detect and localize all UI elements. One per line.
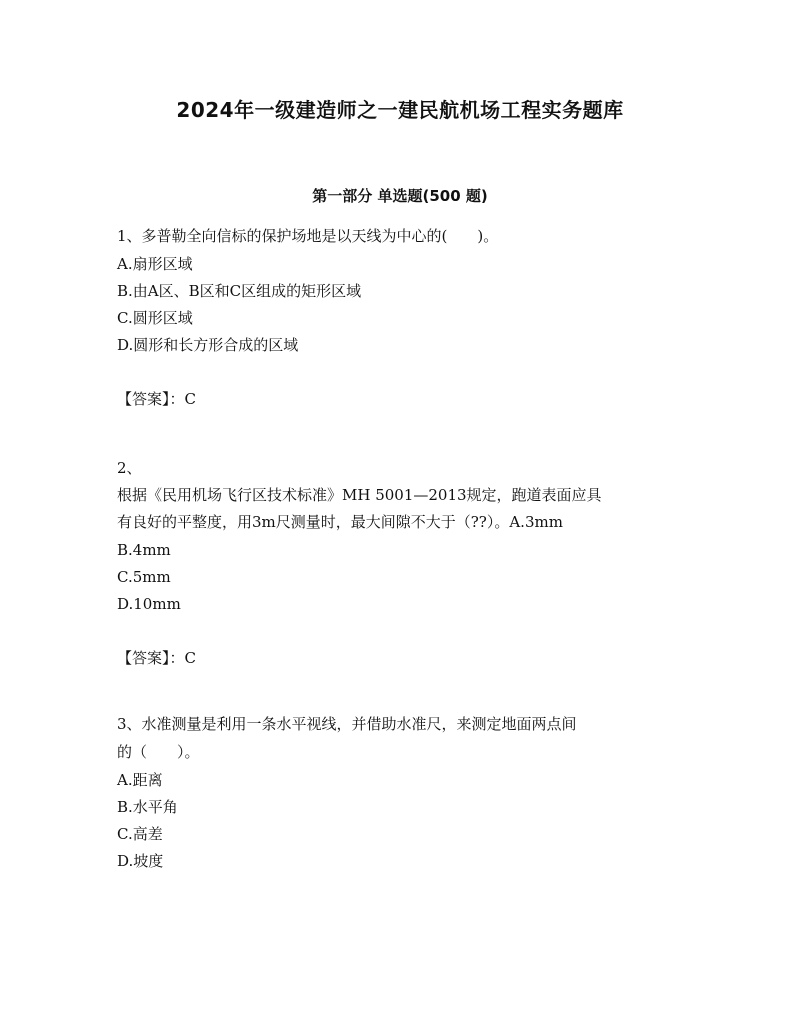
option-d: D.圆形和长方形合成的区域: [117, 336, 299, 354]
question-stem: 根据《民用机场飞行区技术标准》MH 5001—2013规定，跑道表面应具: [117, 486, 602, 504]
question-stem: 1、多普勒全向信标的保护场地是以天线为中心的( )。: [117, 227, 499, 245]
question-number: 2、: [117, 459, 142, 477]
page-title: 2024年一级建造师之一建民航机场工程实务题库: [176, 98, 624, 122]
option-c: C.圆形区域: [117, 309, 193, 327]
option-d: D.10mm: [117, 595, 181, 613]
option-b: B.水平角: [117, 798, 178, 816]
option-a: A.距离: [117, 771, 163, 789]
question-stem: 有良好的平整度，用3m尺测量时，最大间隙不大于（??）。A.3mm: [117, 513, 563, 531]
option-b: B.4mm: [117, 541, 171, 559]
option-c: C.高差: [117, 825, 163, 843]
option-a: A.扇形区域: [117, 255, 193, 273]
option-b: B.由A区、B区和C区组成的矩形区域: [117, 282, 362, 300]
option-d: D.坡度: [117, 852, 164, 870]
answer: 【答案】：C: [117, 390, 196, 408]
option-c: C.5mm: [117, 568, 171, 586]
answer: 【答案】：C: [117, 649, 196, 667]
question-stem: 3、水准测量是利用一条水平视线，并借助水准尺，来测定地面两点间: [117, 715, 577, 733]
question-stem: 的（ ）。: [117, 743, 200, 761]
section-heading: 第一部分 单选题(500 题): [312, 187, 488, 205]
